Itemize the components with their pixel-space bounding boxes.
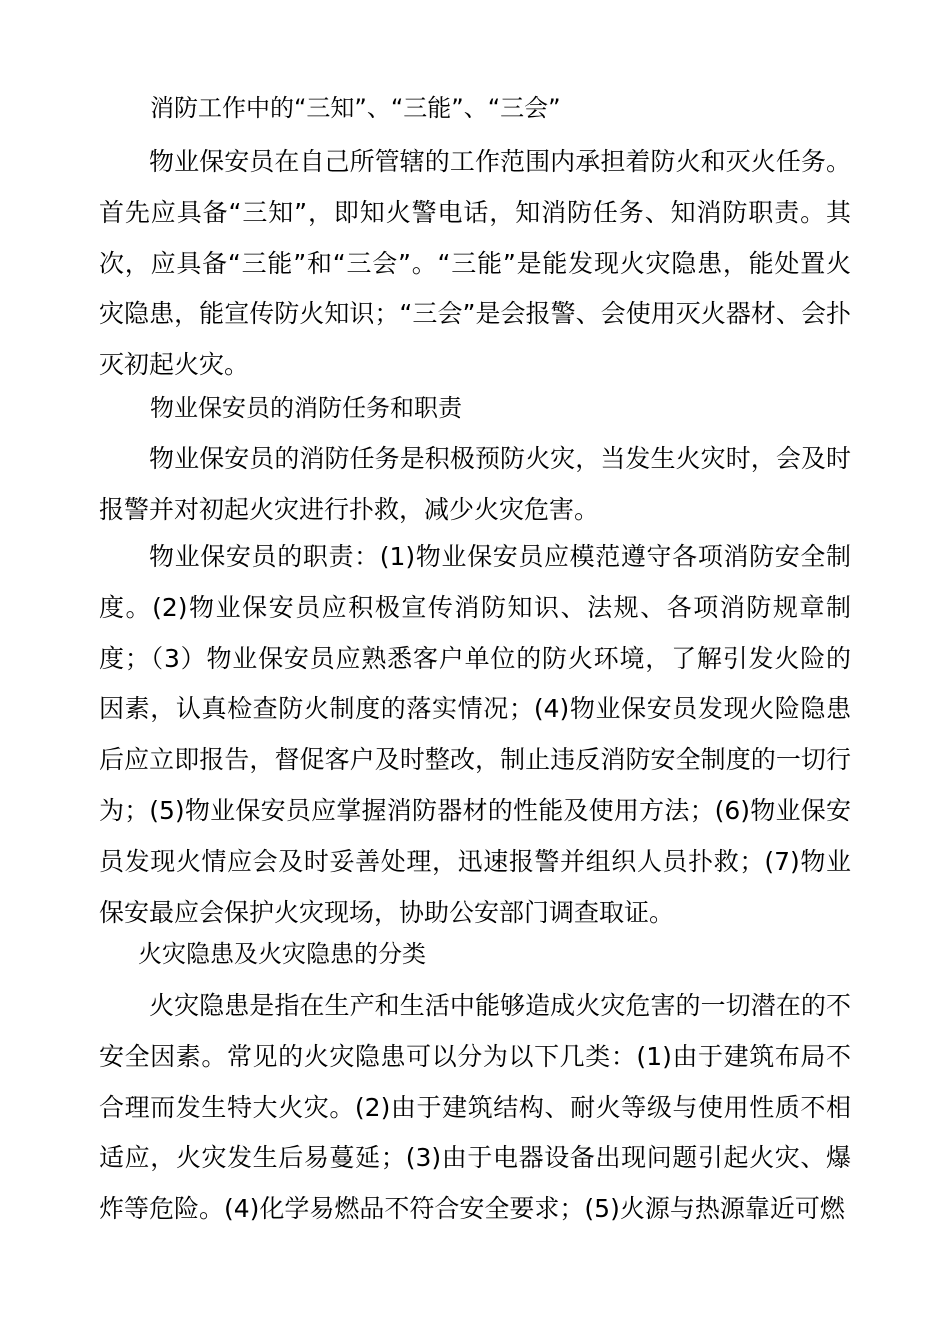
section-heading-fire-hazards: 火灾隐患及火灾隐患的分类 <box>138 940 426 968</box>
section-heading-fire-duties: 物业保安员的消防任务和职责 <box>150 394 462 422</box>
paragraph-fire-tasks: 物业保安员的消防任务是积极预防火灾，当发生火灾时，会及时报警并对初起火灾进行扑救，减少火灾危害。 <box>99 444 851 524</box>
paragraph-three-knows: 物业保安员在自己所管辖的工作范围内承担着防火和灭火任务。首先应具备“三知”，即知火警电话，知消防任务、知消防职责。其次，应具备“三能”和“三会”。“三能”是能发现火灾隐患，能处置火灾隐患，能宣传防火知识；“三会”是会报警、会使用灭火器材、会扑灭初起火灾。 <box>99 147 851 380</box>
paragraph-fire-hazards: 火灾隐患是指在生产和生活中能够造成火灾危害的一切潜在的不安全因素。常见的火灾隐患可以分为以下几类：(1)由于建筑布局不合理而发生特大火灾。(2)由于建筑结构、耐火等级与使用性质不相适应，火灾发生后易蔓延；(3)由于电器设备出现问题引起火灾、爆炸等危险。(4)化学易燃品不符合安全要求；(5)火源与热源靠近可燃 <box>99 991 851 1224</box>
section-heading-three-knows: 消防工作中的“三知”、“三能”、“三会” <box>150 94 561 122</box>
paragraph-responsibilities: 物业保安员的职责：(1)物业保安员应模范遵守各项消防安全制度。(2)物业保安员应积极宣传消防知识、法规、各项消防规章制度；（3）物业保安员应熟悉客户单位的防火环境，了解引发火险的因素，认真检查防火制度的落实情况；(4)物业保安员发现火险隐患后应立即报告，督促客户及时整改，制止违反消防安全制度的一切行为；(5)物业保安员应掌握消防器材的性能及使用方法；(6)物业保安员发现火情应会及时妥善处理，迅速报警并组织人员扑救；(7)物业保安最应会保护火灾现场，协助公安部门调查取证。 <box>99 542 851 927</box>
